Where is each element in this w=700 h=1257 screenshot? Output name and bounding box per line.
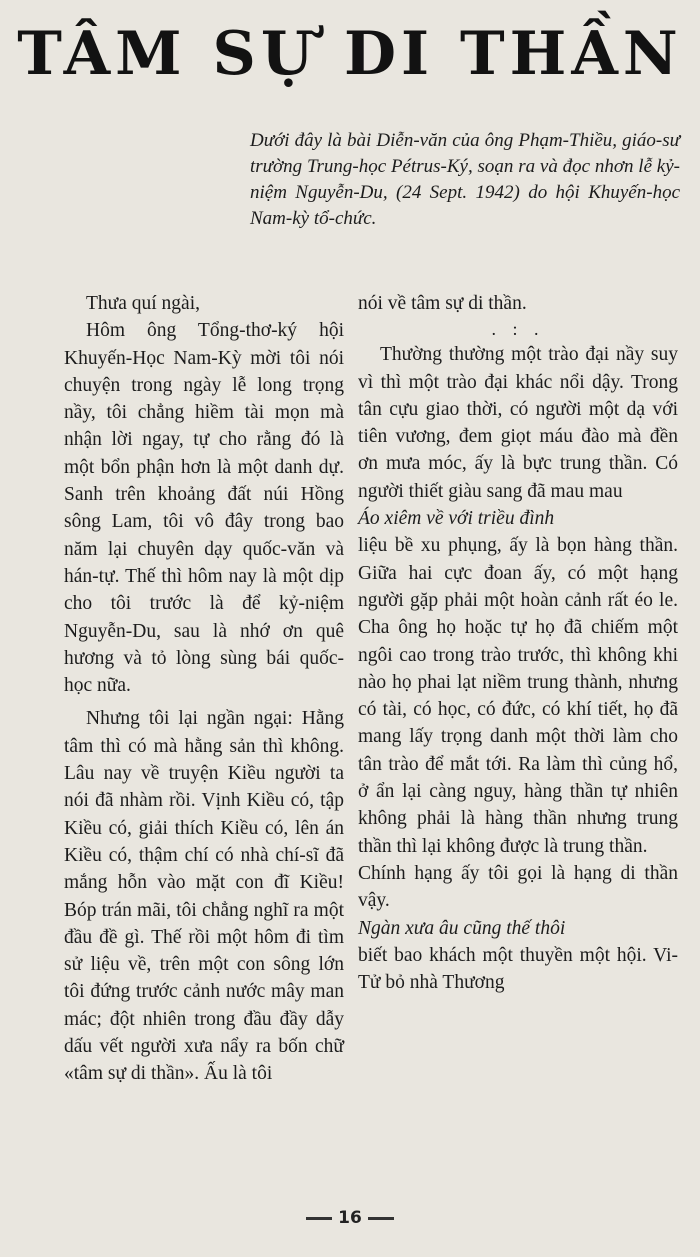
- article-title: TÂM SỰ DI THẦN: [17, 19, 683, 89]
- paragraph: Chính hạng ấy tôi gọi là hạng di thần vậy.: [358, 862, 678, 912]
- article-intro: Dưới đây là bài Diễn-văn của ông Phạm-Thiều, giáo-sư trường Trung-học Pétrus-Ký, soạn ra và đọc nhơn lễ kỷ-niệm Nguyễn-Du, (24 Sept. 1942) do hội Khuyến-học Nam-kỳ tổ-chức.: [250, 130, 680, 229]
- section-separator: . : .: [491, 319, 545, 340]
- paragraph: biết bao khách một thuyền một hội. Vi-Tử bỏ nhà Thương: [358, 944, 678, 994]
- verse-quote: Áo xiêm về với triều đình: [358, 508, 555, 530]
- salutation: Thưa quí ngài,: [86, 293, 201, 314]
- paragraph: Hôm ông Tổng-thơ-ký hội Khuyến-Học Nam-Kỳ mời tôi nói chuyện trong ngày lễ long trọng nầy, tôi chẳng hiềm tài mọn mà nhận lời ngay, tự cho rằng đó là một bổn phận hơn là một danh dự. Sanh trên khoảng đất núi Hồng sông Lam, tôi vô đây trong bao năm lại chuyên dạy quốc-văn và hán-tự. Thế thì hôm nay là một dịp cho tôi trước là để kỷ-niệm Nguyễn-Du, sau là nhớ ơn quê hương và tỏ lòng sùng bái quốc-học nữa.: [64, 320, 344, 697]
- paragraph: liệu bề xu phụng, ấy là bọn hàng thần. Giữa hai cực đoan ấy, có một hạng người gặp phải một hoàn cảnh rất éo le. Cha ông họ hoặc tự họ đã chiếm một ngôi cao trong trào trước, thì không khi nào họ phai lạt niềm trung thành, nhưng có tài, có học, có đức, có khí tiết, họ đã mang lấy trọng danh một thời làm cho tân trào để mắt tới. Ra làm thì củng hổ, ở ẩn lại càng nguy, hàng thần tự nhiên không phải là hàng thần nhưng trung thần thì lại không được là trung thần.: [358, 535, 678, 857]
- dash-right-decoration: [368, 1217, 394, 1220]
- page-number: [0, 1208, 700, 1228]
- paragraph: Thường thường một trào đại nầy suy vì thì một trào đại khác nổi dậy. Trong tân cựu giao thời, có người một dạ với tiên vương, đem giọt máu đào mà đền ơn mưa móc, ấy là bực trung thần. Có người thiết giàu sang đã mau mau: [358, 344, 678, 502]
- paragraph-continuation: nói về tâm sự di thần.: [358, 293, 527, 314]
- left-column: [64, 290, 344, 1088]
- right-column: [358, 290, 678, 996]
- dash-left-decoration: [306, 1217, 332, 1220]
- paragraph: Nhưng tôi lại ngần ngại: Hằng tâm thì có mà hằng sản thì không. Lâu nay về truyện Kiều người ta nói đã nhàm rồi. Vịnh Kiều có, tập Kiều có, giải thích Kiều có, lên án Kiều có, thậm chí có nhà chí-sĩ đã mắng hỗn vào mặt con đĩ Kiều! Bóp trán mãi, tôi chẳng nghĩ ra một đầu đề gì. Thế rồi một hôm đi tìm sử liệu về, trên một con sông lớn tôi đứng trước cảnh nước mây man mác; đột nhiên trong đầu đầy dẫy dấu vết người xưa nẩy ra bốn chữ «tâm sự di thần». Ấu là tôi: [64, 708, 344, 1085]
- verse-quote: Ngàn xưa âu cũng thế thôi: [358, 917, 566, 939]
- page-number-value: 16: [338, 1208, 362, 1228]
